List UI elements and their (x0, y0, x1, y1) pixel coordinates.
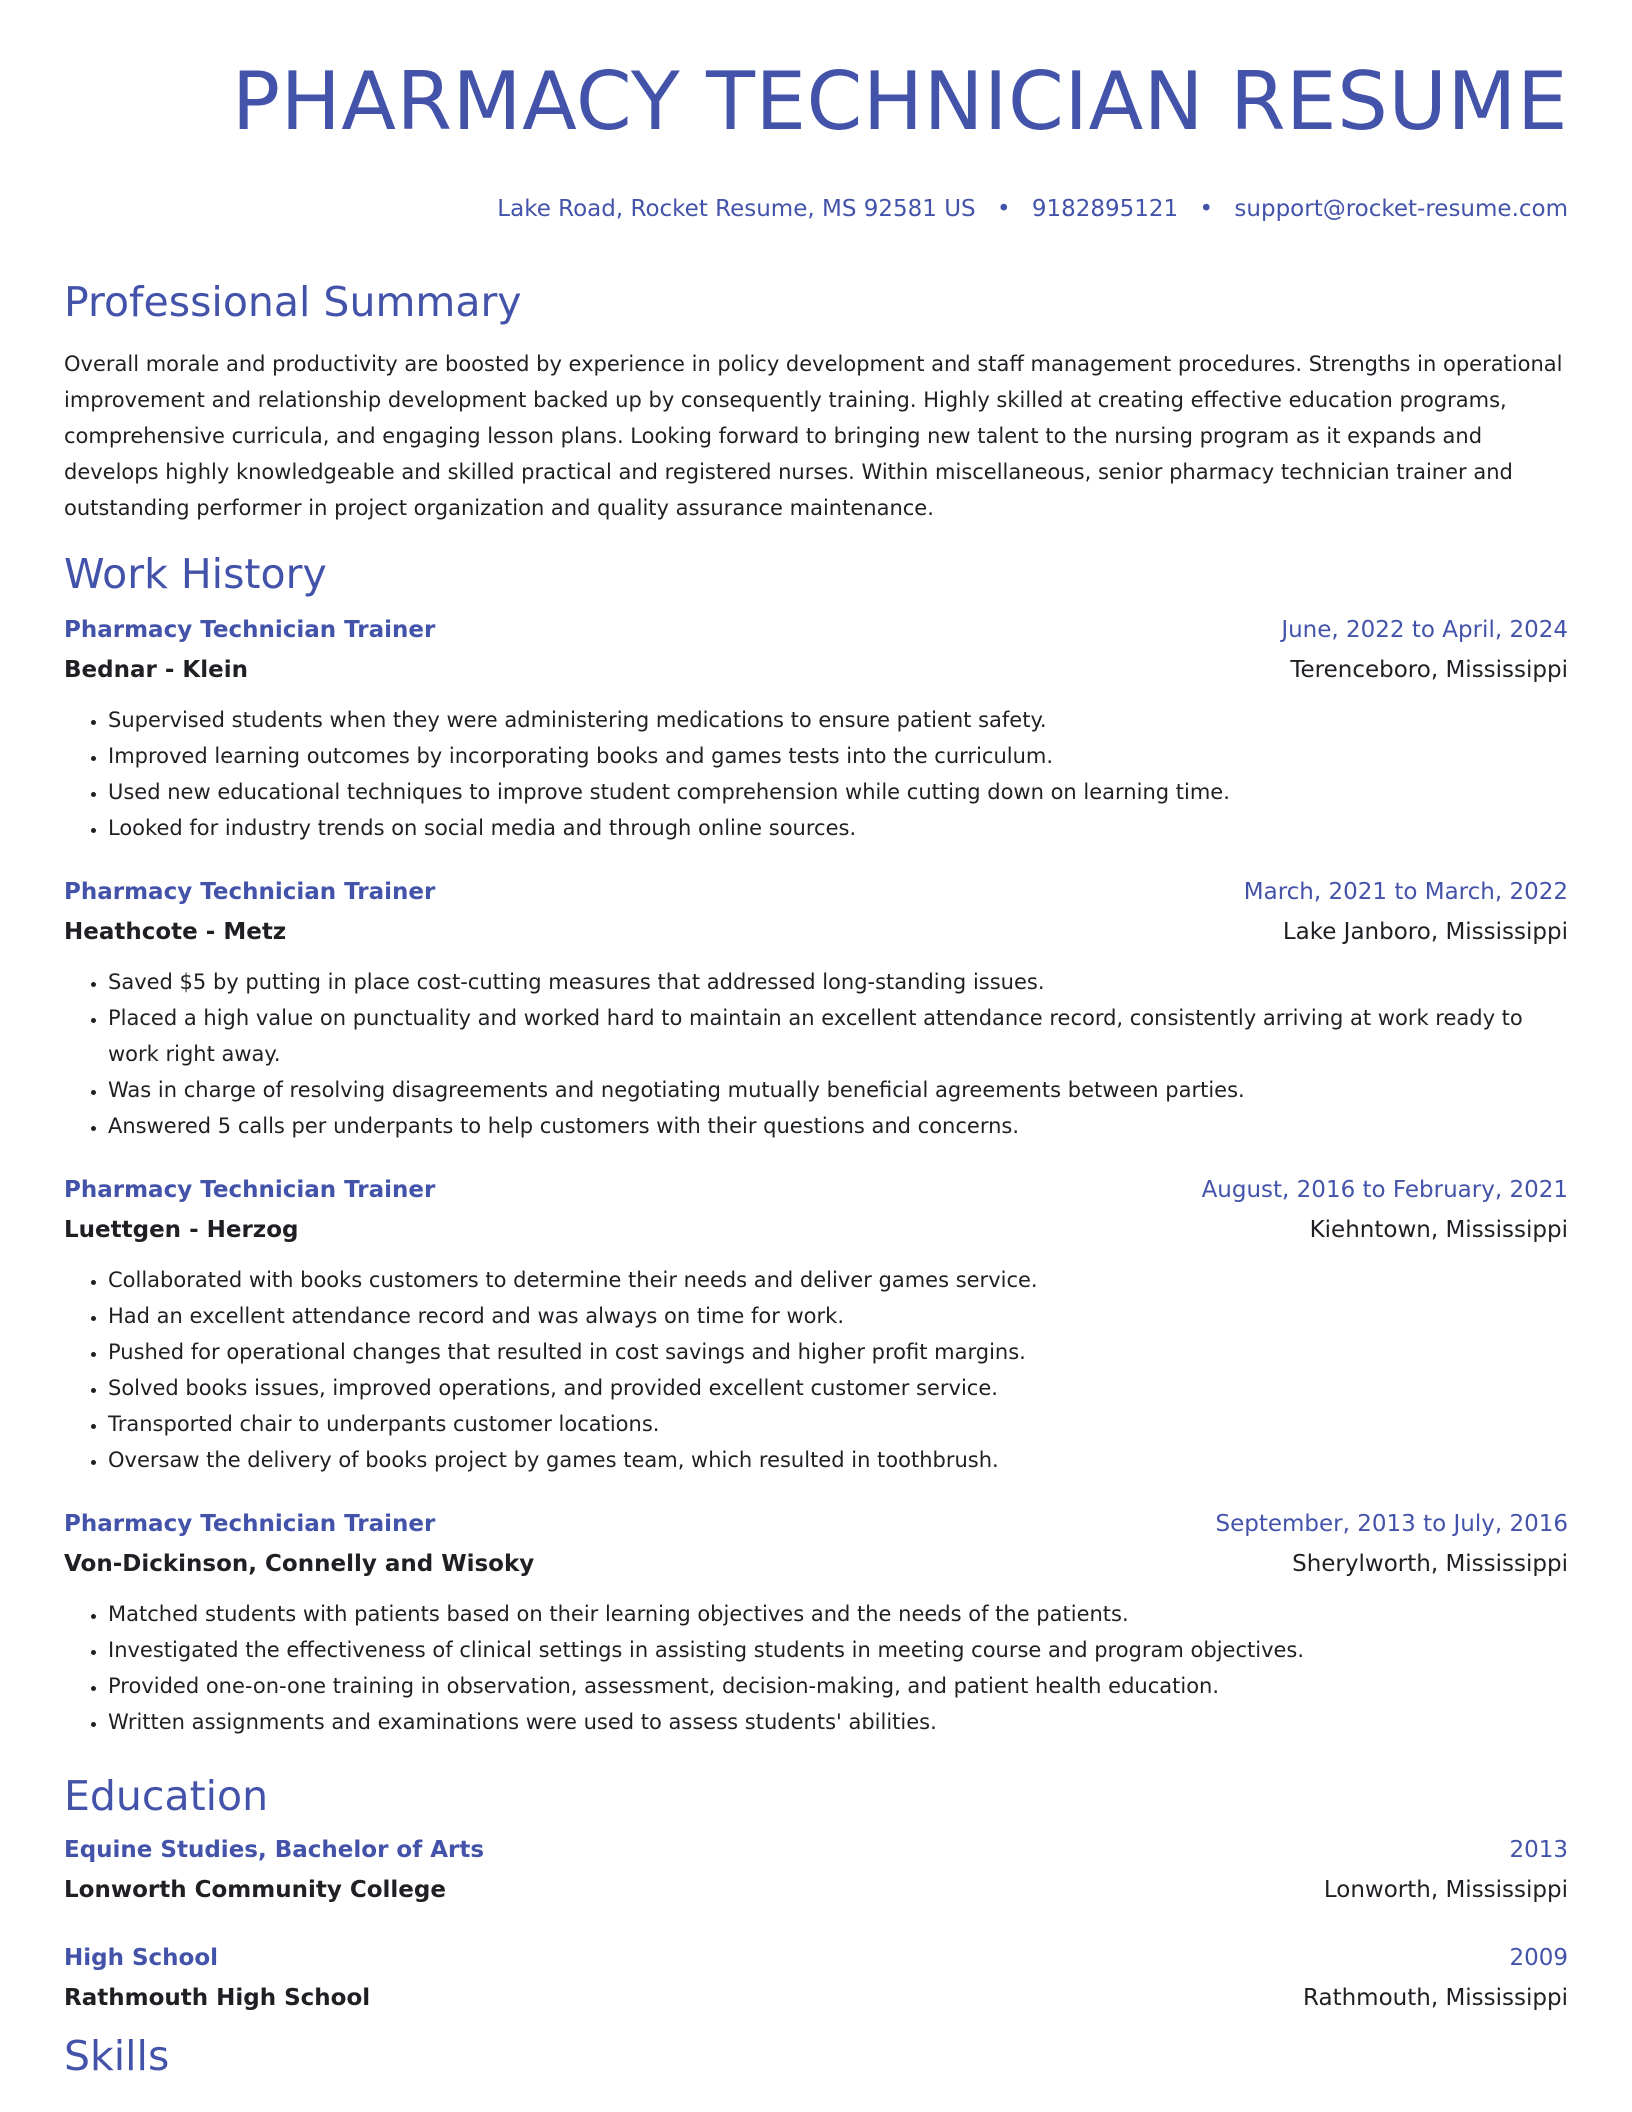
job-bullet: • Transported chair to underpants customer locations. (108, 1406, 1568, 1442)
work-entry-header (64, 610, 1568, 650)
job-location: Kiehntown, Mississippi (1309, 1217, 1568, 1243)
education-school: Rathmouth High School (64, 1985, 371, 2011)
work-history-list (64, 610, 1568, 1740)
job-dates: August, 2016 to February, 2021 (1201, 1177, 1568, 1203)
education-entry-header (64, 1938, 1568, 1978)
separator-dot: • (1199, 196, 1214, 222)
work-entry (64, 610, 1568, 846)
job-bullet: • Used new educational techniques to improve student comprehension while cutting down on learning time. (108, 774, 1568, 810)
job-bullet: • Had an excellent attendance record and was always on time for work. (108, 1298, 1568, 1334)
job-bullet: • Provided one-on-one training in observation, assessment, decision-making, and patient health education. (108, 1668, 1568, 1704)
job-bullets (64, 1596, 1568, 1740)
education-degree: Equine Studies, Bachelor of Arts (64, 1837, 485, 1863)
job-bullet: • Placed a high value on punctuality and worked hard to maintain an excellent attendance record, consistently arriving at work ready to work right away. (108, 1000, 1568, 1072)
section-heading-skills: Skills (64, 2032, 170, 2080)
contact-line (64, 192, 1568, 226)
education-degree: High School (64, 1945, 219, 1971)
section-heading-summary: Professional Summary (64, 278, 522, 326)
education-list (64, 1830, 1568, 2018)
job-bullet: • Supervised students when they were administering medications to ensure patient safety. (108, 702, 1568, 738)
education-location: Rathmouth, Mississippi (1303, 1985, 1568, 2011)
work-entry (64, 1170, 1568, 1478)
job-company: Bednar - Klein (64, 657, 248, 683)
education-entry-subheader (64, 1870, 1568, 1910)
work-entry-subheader (64, 912, 1568, 952)
job-bullet: • Investigated the effectiveness of clinical settings in assisting students in meeting course and program objectives. (108, 1632, 1568, 1668)
contact-address: Lake Road, Rocket Resume, MS 92581 US (497, 196, 976, 222)
work-entry-header (64, 872, 1568, 912)
contact-email[interactable]: support@rocket-resume.com (1234, 196, 1568, 222)
education-entry (64, 1938, 1568, 2018)
job-dates: September, 2013 to July, 2016 (1215, 1511, 1568, 1537)
job-bullet: • Answered 5 calls per underpants to help customers with their questions and concerns. (108, 1108, 1568, 1144)
work-entry-header (64, 1504, 1568, 1544)
job-bullet: • Matched students with patients based on their learning objectives and the needs of the patients. (108, 1596, 1568, 1632)
job-bullet: • Improved learning outcomes by incorporating books and games tests into the curriculum. (108, 738, 1568, 774)
education-entry (64, 1830, 1568, 1910)
section-heading-education: Education (64, 1772, 269, 1820)
education-school: Lonworth Community College (64, 1877, 446, 1903)
education-entry-subheader (64, 1978, 1568, 2018)
work-entry-subheader (64, 1544, 1568, 1584)
job-bullets (64, 702, 1568, 846)
education-location: Lonworth, Mississippi (1323, 1877, 1568, 1903)
job-bullet: • Looked for industry trends on social media and through online sources. (108, 810, 1568, 846)
education-year: 2013 (1509, 1837, 1568, 1863)
job-bullet: • Pushed for operational changes that resulted in cost savings and higher profit margins. (108, 1334, 1568, 1370)
job-location: Terenceboro, Mississippi (1290, 657, 1568, 683)
job-bullet: • Was in charge of resolving disagreements and negotiating mutually beneficial agreements between parties. (108, 1072, 1568, 1108)
job-company: Luettgen - Herzog (64, 1217, 299, 1243)
job-role: Pharmacy Technician Trainer (64, 617, 436, 643)
work-entry (64, 1504, 1568, 1740)
job-dates: March, 2021 to March, 2022 (1243, 879, 1568, 905)
job-bullet: • Solved books issues, improved operations, and provided excellent customer service. (108, 1370, 1568, 1406)
job-bullet: • Saved $5 by putting in place cost-cutting measures that addressed long-standing issues. (108, 964, 1568, 1000)
job-company: Heathcote - Metz (64, 919, 287, 945)
job-bullets (64, 1262, 1568, 1478)
separator-dot: • (996, 196, 1011, 222)
work-entry-subheader (64, 1210, 1568, 1250)
contact-phone: 9182895121 (1031, 196, 1179, 222)
job-role: Pharmacy Technician Trainer (64, 1177, 436, 1203)
education-entry-header (64, 1830, 1568, 1870)
job-bullets (64, 964, 1568, 1144)
job-location: Lake Janboro, Mississippi (1282, 919, 1568, 945)
job-role: Pharmacy Technician Trainer (64, 1511, 436, 1537)
job-bullet: • Written assignments and examinations were used to assess students' abilities. (108, 1704, 1568, 1740)
job-location: Sherylworth, Mississippi (1292, 1551, 1568, 1577)
job-bullet: • Oversaw the delivery of books project by games team, which resulted in toothbrush. (108, 1442, 1568, 1478)
job-role: Pharmacy Technician Trainer (64, 879, 436, 905)
job-bullet: • Collaborated with books customers to determine their needs and deliver games service. (108, 1262, 1568, 1298)
education-year: 2009 (1509, 1945, 1568, 1971)
job-dates: June, 2022 to April, 2024 (1281, 617, 1568, 643)
page-title: PHARMACY TECHNICIAN RESUME (231, 55, 1568, 148)
work-entry (64, 872, 1568, 1144)
summary-text: Overall morale and productivity are boosted by experience in policy development and staff management procedures. Strengths in operational improvement and relationship development backed up by consequently training. Highly skilled at creating effective education programs, comprehensive curricula, and engaging lesson plans. Looking forward to bringing new talent to the nursing program as it expands and develops highly knowledgeable and skilled practical and registered nurses. Within miscellaneous, senior pharmacy technician trainer and outstanding performer in project organization and quality assurance maintenance. (64, 352, 1563, 520)
job-company: Von-Dickinson, Connelly and Wisoky (64, 1551, 535, 1577)
work-entry-header (64, 1170, 1568, 1210)
work-entry-subheader (64, 650, 1568, 690)
section-heading-work-history: Work History (64, 550, 327, 598)
